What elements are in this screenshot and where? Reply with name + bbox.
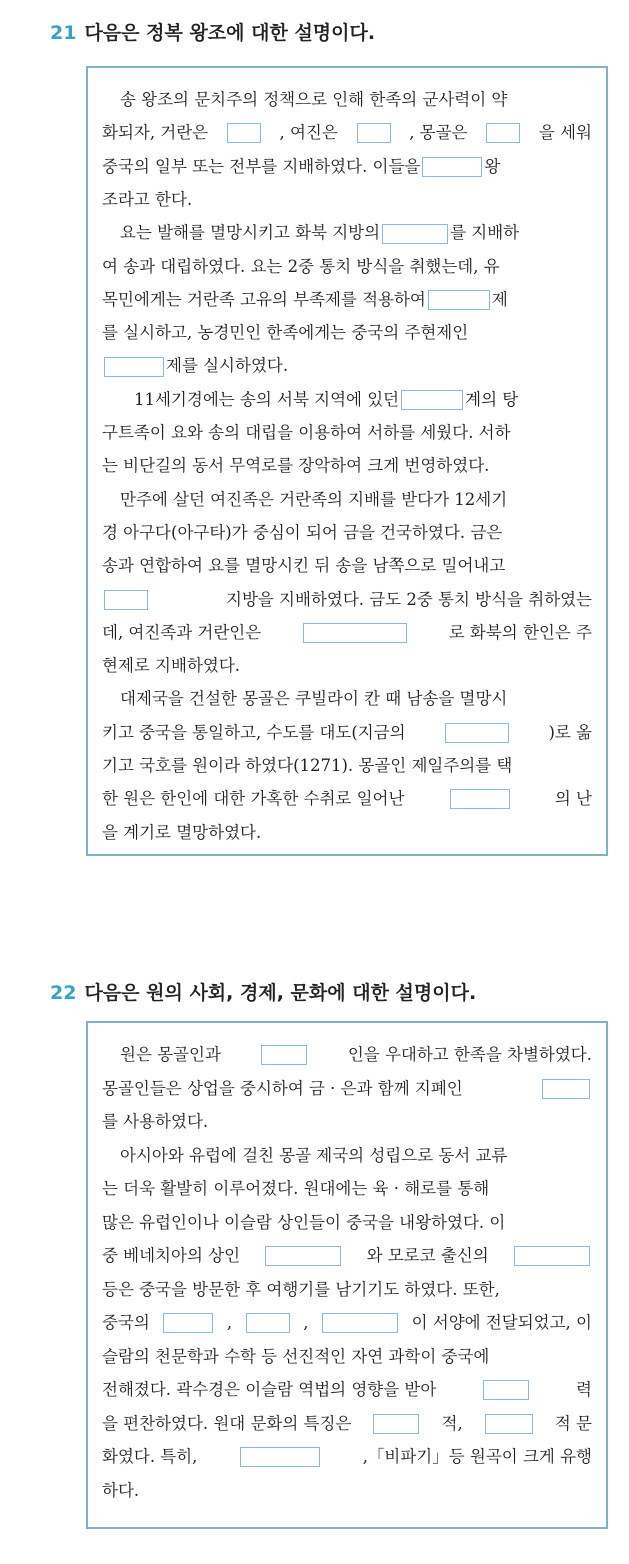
passage-line <box>102 656 592 678</box>
passage-line <box>102 1179 592 1201</box>
passage-text: 하다. <box>102 1480 140 1500</box>
question-text: 다음은 정복 왕조에 대한 설명이다. <box>84 22 376 44</box>
passage-text: 대제국을 건설한 몽골은 쿠빌라이 칸 때 남송을 멸망시 <box>120 689 508 709</box>
passage-line <box>102 1079 592 1101</box>
passage-text: 이 서양에 전달되었고, 이 <box>411 1313 592 1332</box>
passage-text: , <box>303 1313 309 1332</box>
question-number: 22 <box>50 982 77 1004</box>
answer-blank[interactable] <box>322 1313 398 1333</box>
passage-line <box>102 689 592 711</box>
answer-blank[interactable] <box>450 789 510 809</box>
passage-text: 적, <box>441 1413 463 1433</box>
passage-text: 화되자, 거란은 <box>102 123 209 143</box>
answer-blank[interactable] <box>261 1045 307 1065</box>
passage-text: 적 문 <box>554 1413 592 1433</box>
passage-text: 송과 연합하여 요를 멸망시킨 뒤 송을 남쪽으로 밀어내고 <box>102 556 506 576</box>
passage-line <box>102 789 592 811</box>
passage-text: 을 세워 <box>538 123 592 143</box>
passage-text: 지방을 지배하였다. 금도 2중 통치 방식을 취하였는 <box>226 589 592 609</box>
answer-blank[interactable] <box>104 357 164 377</box>
question-22-passage-box <box>86 1021 608 1529</box>
answer-blank[interactable] <box>265 1246 341 1266</box>
passage-text: 한 원은 한인에 대한 가혹한 수취로 일어난 <box>102 789 405 809</box>
passage-text: 제를 실시하였다. <box>166 356 289 376</box>
passage-line <box>102 1347 592 1369</box>
passage-text: 전해졌다. 곽수경은 이슬람 역법의 영향을 받아 <box>102 1380 437 1399</box>
answer-blank[interactable] <box>445 723 509 743</box>
passage-text: 원은 몽골인과 <box>120 1045 221 1064</box>
passage-text: 요는 발해를 멸망시키고 화북 지방의 <box>120 223 381 243</box>
passage-text: 력 <box>576 1380 592 1399</box>
passage-line <box>102 123 592 145</box>
passage-line <box>102 823 592 845</box>
answer-blank[interactable] <box>483 1380 529 1400</box>
answer-blank[interactable] <box>486 123 520 143</box>
passage-line <box>102 1146 592 1168</box>
passage-line <box>102 356 592 378</box>
answer-blank[interactable] <box>422 157 482 177</box>
answer-blank[interactable] <box>428 290 490 310</box>
passage-text: 계의 탕 <box>465 389 519 409</box>
passage-text: 11세기경에는 송의 서북 지역에 있던 <box>134 389 400 409</box>
passage-line <box>102 490 592 512</box>
answer-blank[interactable] <box>227 123 261 143</box>
passage-line <box>102 223 592 245</box>
passage-text: 을 계기로 멸망하였다. <box>102 822 262 842</box>
passage-line <box>102 756 592 778</box>
passage-line <box>102 623 592 645</box>
passage-text: 의 난 <box>554 789 592 809</box>
passage-text: 인을 우대하고 한족을 차별하였다. <box>347 1045 592 1064</box>
passage-line <box>102 1481 592 1503</box>
passage-text: 왕 <box>484 156 501 176</box>
passage-line <box>102 257 592 279</box>
question-text: 다음은 원의 사회, 경제, 문화에 대한 설명이다. <box>84 982 477 1004</box>
passage-line <box>102 1213 592 1235</box>
passage-line <box>102 1313 592 1335</box>
passage-line <box>102 1280 592 1302</box>
answer-blank[interactable] <box>401 390 463 410</box>
passage-text: 는 더욱 활발히 이루어졌다. 원대에는 육 · 해로를 통해 <box>102 1179 490 1198</box>
passage-text: 경 아구다(아구타)가 중심이 되어 금을 건국하였다. 금은 <box>102 522 503 542</box>
answer-blank[interactable] <box>382 224 448 244</box>
passage-text: 를 사용하였다. <box>102 1112 209 1131</box>
passage-text: , <box>226 1313 233 1332</box>
passage-text: 몽골인들은 상업을 중시하여 금 · 은과 함께 지폐인 <box>102 1078 463 1098</box>
passage-text: ,「비파기」등 원곡이 크게 유행 <box>362 1447 592 1466</box>
answer-blank[interactable] <box>240 1447 320 1467</box>
question-number: 21 <box>50 22 77 44</box>
passage-line <box>102 723 592 745</box>
passage-text: , 여진은 <box>279 123 338 143</box>
passage-text: 를 실시하고, 농경민인 한족에게는 중국의 주현제인 <box>102 323 469 343</box>
passage-text: 중국의 일부 또는 전부를 지배하였다. 이들을 <box>102 156 421 176</box>
passage-text: 슬람의 천문학과 수학 등 선진적인 자연 과학이 중국에 <box>102 1346 490 1366</box>
passage-text: 제 <box>491 289 508 309</box>
passage-text: 를 지배하 <box>450 223 520 243</box>
passage-text: 등은 중국을 방문한 후 여행기를 남기기도 하였다. 또한, <box>102 1279 500 1299</box>
passage-text: 중 베네치아의 상인 <box>102 1246 241 1265</box>
passage-text: 는 비단길의 동서 무역로를 장악하여 크게 번영하였다. <box>102 456 490 476</box>
passage-text: 화였다. 특히, <box>102 1447 198 1466</box>
passage-text: 데, 여진족과 거란인은 <box>102 622 262 642</box>
passage-line <box>102 1414 592 1436</box>
passage-text: 조라고 한다. <box>102 189 193 209</box>
answer-blank[interactable] <box>303 623 407 643</box>
passage-line <box>102 290 592 312</box>
passage-line <box>102 1380 592 1402</box>
passage-line <box>102 556 592 578</box>
passage-line <box>102 590 592 612</box>
answer-blank[interactable] <box>357 123 391 143</box>
passage-text: 많은 유럽인이나 이슬람 상인들이 중국을 내왕하였다. 이 <box>102 1212 506 1232</box>
answer-blank[interactable] <box>485 1414 533 1434</box>
passage-text: 송 왕조의 문치주의 정책으로 인해 한족의 군사력이 약 <box>120 90 508 109</box>
passage-line <box>102 390 592 412</box>
passage-line <box>102 1112 592 1134</box>
question-21-title <box>50 18 375 45</box>
passage-line <box>102 456 592 478</box>
passage-text: 키고 중국을 통일하고, 수도를 대도(지금의 <box>102 722 406 742</box>
answer-blank[interactable] <box>104 590 148 610</box>
passage-line <box>102 157 592 179</box>
passage-line <box>102 190 592 212</box>
passage-text: 만주에 살던 여진족은 거란족의 지배를 받다가 12세기 <box>120 489 508 509</box>
passage-line <box>102 323 592 345</box>
answer-blank[interactable] <box>246 1313 290 1333</box>
passage-line <box>102 1246 592 1268</box>
question-21-passage-box <box>86 66 608 856</box>
passage-line <box>102 1045 592 1067</box>
passage-text: 여 송과 대립하였다. 요는 2중 통치 방식을 취했는데, 유 <box>102 256 500 276</box>
passage-text: 구트족이 요와 송의 대립을 이용하여 서하를 세웠다. 서하 <box>102 423 511 442</box>
passage-line <box>102 1447 592 1469</box>
passage-text: 목민에게는 거란족 고유의 부족제를 적용하여 <box>102 289 426 309</box>
answer-blank[interactable] <box>373 1414 419 1434</box>
passage-line <box>102 90 592 112</box>
passage-line <box>102 423 592 445</box>
passage-text: 중국의 <box>102 1313 150 1332</box>
passage-text: 현제로 지배하였다. <box>102 656 241 676</box>
answer-blank[interactable] <box>542 1079 590 1099</box>
passage-text: 을 편찬하였다. 원대 문화의 특징은 <box>102 1413 352 1433</box>
passage-text: 로 화북의 한인은 주 <box>448 622 592 642</box>
passage-text: 와 모로코 출신의 <box>366 1246 489 1265</box>
passage-text: 기고 국호를 원이라 하였다(1271). 몽골인 제일주의를 택 <box>102 756 513 775</box>
question-22-title <box>50 978 476 1005</box>
passage-text: , 몽골은 <box>409 123 468 143</box>
answer-blank[interactable] <box>163 1313 213 1333</box>
passage-text: )로 옮 <box>548 722 592 742</box>
passage-line <box>102 523 592 545</box>
passage-text: 아시아와 유럽에 걸친 몽골 제국의 성립으로 동서 교류 <box>120 1145 508 1165</box>
answer-blank[interactable] <box>514 1246 590 1266</box>
